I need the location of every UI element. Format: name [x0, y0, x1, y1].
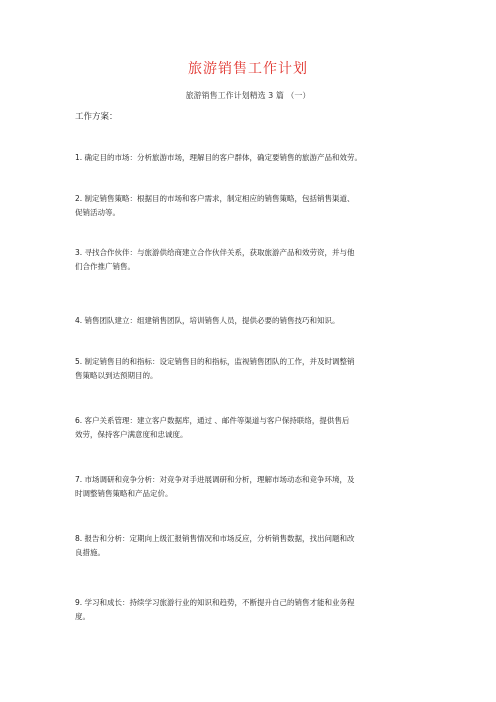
plan-item-8: [75, 532, 435, 559]
plan-item-line: 3. 寻找合作伙伴：与旅游供给商建立合作伙伴关系，获取旅游产品和效劳资，并与他: [75, 248, 355, 257]
plan-item-line: 8. 报告和分析：定期向上级汇报销售情况和市场反应，分析销售数据，找出问题和改: [75, 534, 355, 543]
plan-item-line: 售策略以到达预期目的。: [75, 370, 158, 380]
plan-item-line: 1. 确定目的市场：分析旅游市场，理解目的客户群体，确定要销售的旅游产品和效劳。: [75, 153, 363, 162]
plan-item-6: [75, 414, 435, 441]
plan-item-5: [75, 355, 435, 382]
plan-item-line: 6. 客户关系管理：建立客户数据库，通过 、邮件等渠道与客户保持联络，提供售后: [75, 416, 350, 425]
plan-item-line: 时调整销售策略和产品定价。: [75, 488, 173, 498]
document-subtitle: 旅游销售工作计划精选 3 篇 （一）: [185, 91, 311, 100]
plan-item-line: 5. 制定销售目的和指标：设定销售目的和指标，监视销售团队的工作，并及时调整销: [75, 357, 355, 366]
plan-item-line: 效劳，保持客户满意度和忠诚度。: [75, 429, 188, 439]
plan-item-line: 度。: [75, 611, 90, 621]
plan-item-1: [75, 151, 435, 165]
plan-item-line: 9. 学习和成长：持续学习旅游行业的知识和趋势，不断提升自己的销售才能和业务程: [75, 598, 355, 607]
plan-item-2: [75, 192, 435, 219]
document-title: 旅游销售工作计划: [188, 61, 308, 77]
plan-item-9: [75, 596, 435, 623]
plan-item-line: 们合作推广销售。: [75, 261, 135, 271]
plan-item-line: 促销活动等。: [75, 207, 120, 217]
plan-item-line: 7. 市场调研和竞争分析：对竞争对手进展调研和分析，理解市场动态和竞争环境，及: [75, 475, 355, 484]
plan-item-line: 2. 制定销售策略：根据目的市场和客户需求，制定相应的销售策略，包括销售渠道、: [75, 194, 355, 203]
section-label: 工作方案：: [75, 112, 118, 122]
plan-item-4: [75, 314, 435, 328]
plan-item-line: 良措施。: [75, 547, 105, 557]
plan-item-3: [75, 246, 435, 273]
plan-item-line: 4. 销售团队建立：组建销售团队，培训销售人员，提供必要的销售技巧和知识。: [75, 316, 340, 325]
plan-item-7: [75, 473, 435, 500]
